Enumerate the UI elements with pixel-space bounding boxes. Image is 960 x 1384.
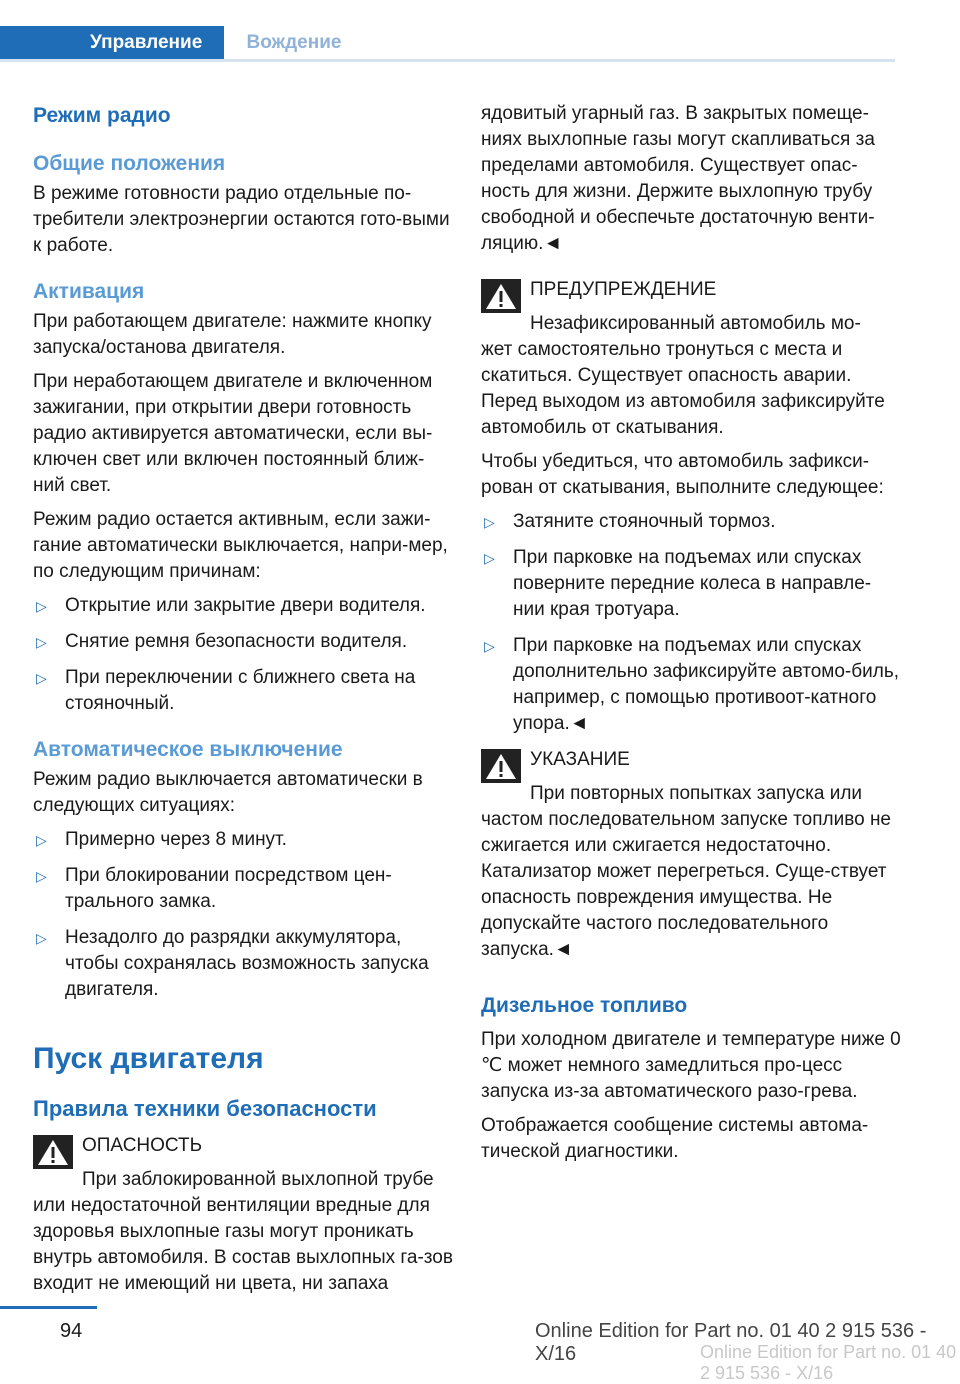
warning-triangle-icon: [33, 1135, 73, 1169]
list-item: ▷ Открытие или закрытие двери водителя.: [33, 593, 453, 619]
list-item: ▷ Незадолго до разрядки аккумулятора, чтобы сохранялась возможность запуска двигателя.: [36, 927, 429, 1000]
list-auto-off: [33, 827, 453, 1003]
triangle-bullet-icon: ▷: [36, 832, 47, 848]
note-title: УКАЗАНИЕ: [530, 749, 630, 770]
header-divider: [0, 59, 895, 62]
heading-general: Общие положения: [33, 152, 226, 175]
heading-activation: Активация: [33, 280, 145, 303]
list-item: ▷ При парковке на подъемах или спусках дополнительно зафиксируйте автомо-биль, например, с помощью противоот-катного упора.◄: [484, 635, 900, 734]
triangle-bullet-icon: ▷: [36, 930, 47, 946]
warning-triangle-icon: [481, 279, 521, 313]
list-item: ▷ При парковке на подъемах или спусках поверните передние колеса в направле-нии края тротуара.: [484, 547, 872, 620]
paragraph-diesel-1: При холодном двигателе и температуре ниже 0 ℃ может немного замедлиться про-цесс запуска из-за автоматического разо-грева.: [481, 1029, 901, 1102]
paragraph-activation-1: При работающем двигателе: нажмите кнопку запуска/останова двигателя.: [33, 311, 432, 358]
header-tabs: [0, 26, 895, 60]
right-column: [481, 101, 901, 1165]
note-text: частом последовательном запуске топливо не сжигается или сжигается недостаточно. Катализатор может перегреться. Суще-ствует опасность повреждения имущества. Не допускайте частого последовательного запуска.◄: [481, 809, 892, 960]
note-notice: [481, 747, 901, 963]
paragraph-activation-2: При неработающем двигателе и включенном зажигании, при открытии двери готовность радио активируется автоматически, если вы-ключен свет или включен постоянный ближ-ний свет.: [33, 371, 433, 496]
paragraph-activation-3: Режим радио остается активным, если зажи-гание автоматически выключается, напри-мер, по следующим причинам:: [33, 509, 448, 582]
list-item: ▷ При блокировании посредством цен-трального замка.: [36, 865, 392, 912]
note-text-first: При повторных попытках запуска или: [530, 783, 863, 804]
list-item: ▷ Затяните стояночный тормоз.: [481, 509, 901, 535]
danger-notice: [33, 1133, 453, 1297]
triangle-bullet-icon: ▷: [484, 514, 495, 530]
paragraph-general: В режиме готовности радио отдельные по-требители электроэнергии остаются гото-выми к работе.: [33, 183, 450, 256]
list-radio-reasons: [33, 593, 453, 717]
heading-diesel: Дизельное топливо: [481, 994, 688, 1017]
left-column: [33, 95, 453, 1297]
danger-title: ОПАСНОСТЬ: [82, 1135, 203, 1156]
footer-accent-line: [0, 1306, 97, 1309]
tab-driving-label: Вождение: [246, 32, 342, 53]
warning-title: ПРЕДУПРЕЖДЕНИЕ: [530, 279, 717, 300]
heading-auto-off: Автоматическое выключение: [33, 738, 343, 761]
triangle-bullet-icon: ▷: [36, 868, 47, 884]
heading-safety: Правила техники безопасности: [33, 1096, 377, 1121]
list-item: ▷ При переключении с ближнего света на стояночный.: [36, 667, 416, 714]
paragraph-secure: Чтобы убедиться, что автомобиль зафикси-рован от скатывания, выполните следующее:: [481, 451, 884, 498]
list-item: ▷ Снятие ремня безопасности водителя.: [33, 629, 453, 655]
warning-text-first: Незафиксированный автомобиль мо-: [530, 313, 861, 334]
paragraph-danger-continued: ядовитый угарный газ. В закрытых помеще-ниях выхлопные газы могут скапливаться за пределами автомобиля. Существует опас-ность для жизни. Держите выхлопную трубу свободной и обеспечьте достаточную венти-ляцию.◄: [481, 103, 875, 254]
danger-text: или недостаточной вентиляции вредные для здоровья выхлопные газы могут проникать внутрь автомобиля. В состав выхлопных га-зов входит не имеющий ни цвета, ни запаха: [33, 1195, 453, 1294]
danger-text-first: При заблокированной выхлопной трубе: [82, 1169, 434, 1190]
triangle-bullet-icon: ▷: [484, 550, 495, 566]
triangle-bullet-icon: ▷: [36, 598, 47, 614]
triangle-bullet-icon: ▷: [36, 670, 47, 686]
tab-controls-label: Управление: [90, 32, 203, 53]
page-number: 94: [60, 1320, 83, 1342]
tab-driving[interactable]: [224, 26, 364, 60]
list-secure: [481, 509, 901, 737]
watermark: Online Edition for Part no. 01 40 2 915 536 - X/16: [700, 1342, 957, 1383]
paragraph-auto-off: Режим радио выключается автоматически в следующих ситуациях:: [33, 769, 423, 816]
paragraph-diesel-2: Отображается сообщение системы автома-тической диагностики.: [481, 1115, 869, 1162]
heading-radio-mode: Режим радио: [33, 104, 171, 127]
list-item: ▷ Примерно через 8 минут.: [33, 827, 453, 853]
triangle-bullet-icon: ▷: [36, 634, 47, 650]
warning-notice: [481, 277, 901, 441]
warning-text: жет самостоятельно тронуться с места и скатиться. Существует опасность аварии. Перед выходом из автомобиля зафиксируйте автомобиль от скатывания.: [481, 339, 885, 438]
heading-engine-start: Пуск двигателя: [33, 1042, 264, 1075]
warning-triangle-icon: [481, 749, 521, 783]
edition-note: Online Edition for Part no. 01 40 2 915 536 - X/16: [535, 1320, 927, 1365]
triangle-bullet-icon: ▷: [484, 638, 495, 654]
tab-controls[interactable]: [0, 26, 224, 60]
